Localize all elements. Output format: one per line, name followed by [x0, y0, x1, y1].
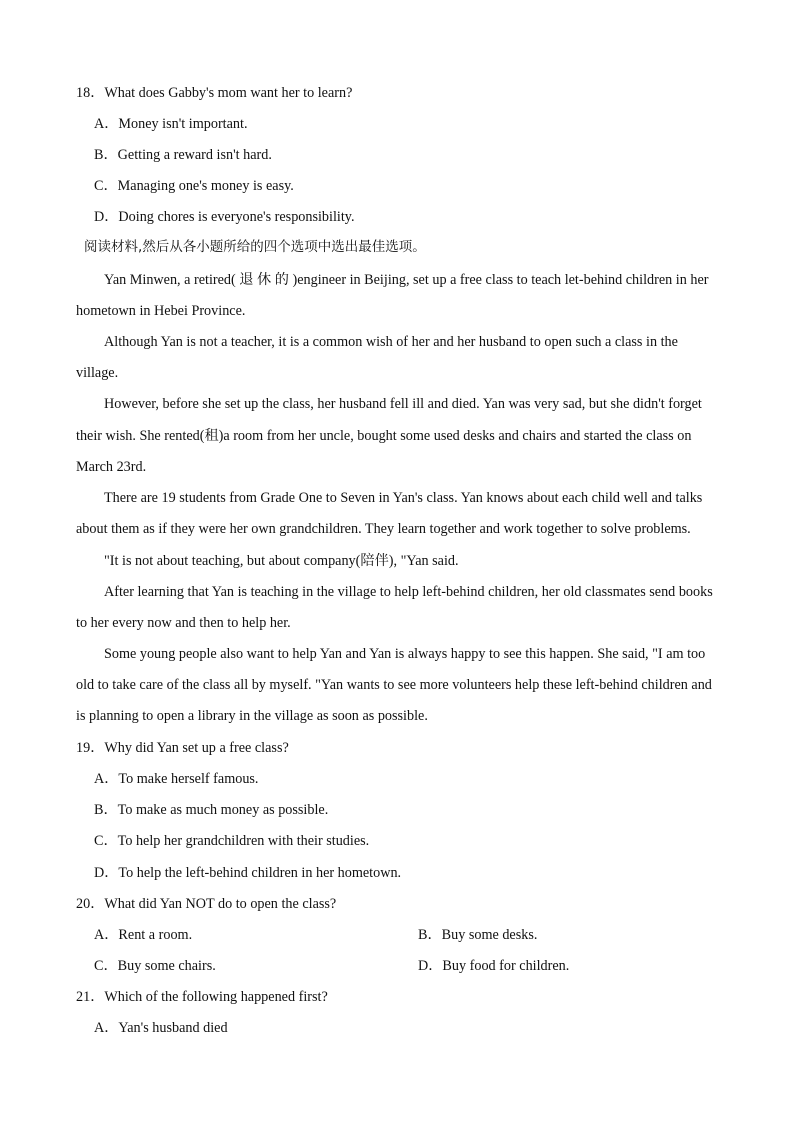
q18-option-a: A．Money isn't important.: [94, 116, 248, 132]
passage-line: Yan Minwen, a retired( 退 休 的 )engineer in Beijing, set up a free class to teach let-behind children in her: [104, 272, 709, 288]
passage-line: their wish. She rented(租)a room from her uncle, bought some used desks and chairs and started the class on: [76, 428, 692, 444]
q20-option-a: A．Rent a room.: [94, 927, 193, 943]
passage-line: Although Yan is not a teacher, it is a common wish of her and her husband to open such a class in the: [104, 334, 678, 350]
q19-option-d: D．To help the left-behind children in her hometown.: [94, 865, 402, 881]
q20-option-c: C．Buy some chairs.: [94, 958, 216, 974]
question-18: 18．What does Gabby's mom want her to learn?: [76, 85, 353, 101]
q18-option-c: C．Managing one's money is easy.: [94, 178, 294, 194]
question-20: 20．What did Yan NOT do to open the class?: [76, 896, 337, 912]
q19-option-b: B．To make as much money as possible.: [94, 802, 329, 818]
passage-line: old to take care of the class all by myself. "Yan wants to see more volunteers help these left-behind children and: [76, 677, 712, 693]
passage-line: However, before she set up the class, her husband fell ill and died. Yan was very sad, but she didn't forget: [104, 396, 702, 412]
passage-line: is planning to open a library in the village as soon as possible.: [76, 708, 428, 724]
passage-line: village.: [76, 365, 119, 381]
question-19: 19．Why did Yan set up a free class?: [76, 740, 289, 756]
passage-line: to her every now and then to help her.: [76, 615, 291, 631]
passage-line: hometown in Hebei Province.: [76, 303, 246, 319]
q19-option-a: A．To make herself famous.: [94, 771, 259, 787]
passage-line: "It is not about teaching, but about company(陪伴), "Yan said.: [104, 553, 459, 569]
reading-instruction: 阅读材料,然后从各小题所给的四个选项中选出最佳选项。: [84, 239, 426, 255]
q20-option-b: B．Buy some desks.: [418, 927, 538, 943]
q21-option-a: A．Yan's husband died: [94, 1020, 228, 1036]
q19-option-c: C．To help her grandchildren with their studies.: [94, 833, 370, 849]
question-21: 21．Which of the following happened first?: [76, 989, 328, 1005]
q18-option-d: D．Doing chores is everyone's responsibility.: [94, 209, 355, 225]
passage-line: There are 19 students from Grade One to Seven in Yan's class. Yan knows about each child well and talks: [104, 490, 703, 506]
passage-line: After learning that Yan is teaching in the village to help left-behind children, her old classmates send books: [104, 584, 713, 600]
passage-line: March 23rd.: [76, 459, 147, 475]
q18-option-b: B．Getting a reward isn't hard.: [94, 147, 272, 163]
passage-line: about them as if they were her own grandchildren. They learn together and work together to solve problems.: [76, 521, 691, 537]
q20-option-d: D．Buy food for children.: [418, 958, 570, 974]
passage-line: Some young people also want to help Yan and Yan is always happy to see this happen. She said, "I am too: [104, 646, 706, 662]
